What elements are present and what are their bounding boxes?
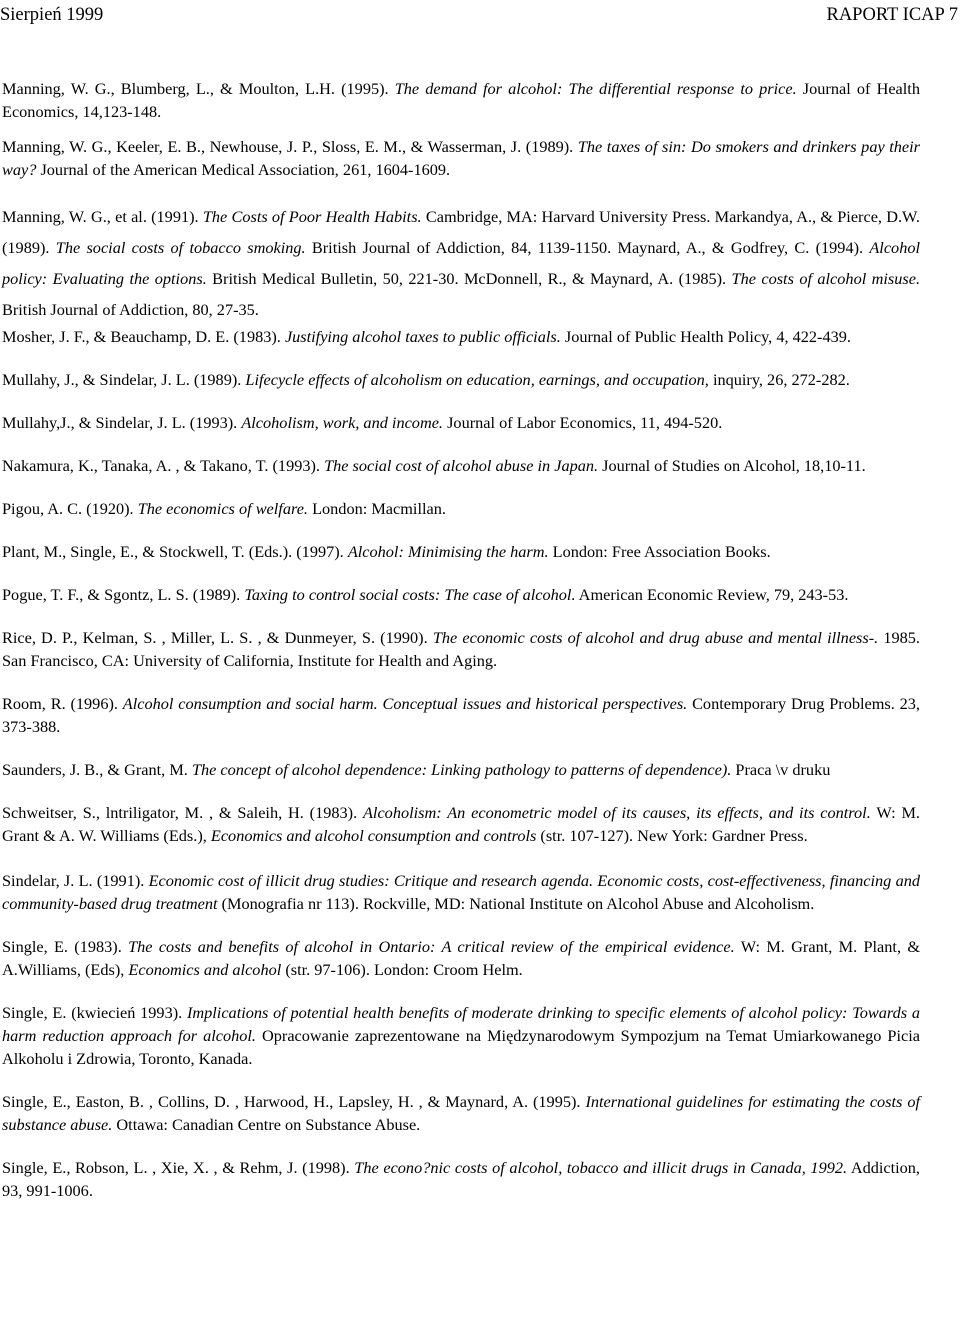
- reference-text: W: M. Grant, M. Plant, & A.Williams, (Eds),: [2, 937, 920, 979]
- reference-text: American Economic Review, 79, 243-53.: [575, 585, 849, 604]
- reference-text: Opracowanie zaprezentowane na Międzynarodowym Sympozjum na Temat Umiarkowanego Picia Alkoholu i Zdrowia, Toronto, Kanada.: [2, 1026, 920, 1068]
- reference-text: Cambridge, MA: Harvard University Press. Markandya, A., & Pierce, D.W. (1989).: [2, 207, 920, 257]
- reference-entry: [2, 935, 920, 981]
- reference-text: Room, R. (1996).: [2, 694, 123, 713]
- reference-title: The concept of alcohol dependence: Linking pathology to patterns of dependence).: [191, 760, 732, 779]
- reference-title: Economics and alcohol: [128, 960, 282, 979]
- reference-text: Journal of Health Economics, 14,123-148.: [2, 79, 920, 121]
- reference-text: Sindelar, J. L. (1991).: [2, 871, 149, 890]
- reference-title: Economics and alcohol consumption and controls: [210, 826, 537, 845]
- reference-entry: [2, 135, 920, 181]
- reference-list: [2, 77, 920, 1202]
- reference-text: W: M. Grant & A. W. Williams (Eds.),: [2, 803, 920, 845]
- reference-text: Contemporary Drug Problems. 23, 373-388.: [2, 694, 921, 736]
- reference-title: The social costs of tobacco smoking.: [55, 238, 306, 257]
- reference-text: (str. 97-106). London: Croom Helm.: [281, 960, 523, 979]
- reference-entry: [2, 758, 920, 781]
- reference-text: Addiction, 93, 991-1006.: [2, 1158, 921, 1200]
- reference-text: Pigou, A. C. (1920).: [2, 499, 138, 518]
- reference-entry: [2, 497, 920, 520]
- page-header: [0, 4, 958, 26]
- reference-text: Manning, W. G., et al. (1991).: [2, 207, 203, 226]
- reference-text: Plant, M., Single, E., & Stockwell, T. (Eds.). (1997).: [2, 542, 348, 561]
- reference-text: (Monografia nr 113). Rockville, MD: National Institute on Alcohol Abuse and Alcoholism.: [217, 894, 815, 913]
- reference-text: British Journal of Addiction, 84, 1139-1150. Maynard, A., & Godfrey, C. (1994).: [305, 238, 870, 257]
- reference-text: 1985. San Francisco, CA: University of California, Institute for Health and Aging.: [2, 628, 921, 670]
- header-report-title: RAPORT ICAP 7: [826, 5, 958, 25]
- reference-text: (str. 107-127). New York: Gardner Press.: [536, 826, 808, 845]
- reference-text: British Medical Bulletin, 50, 221-30. McDonnell, R., & Maynard, A. (1985).: [206, 269, 732, 288]
- reference-text: Pogue, T. F., & Sgontz, L. S. (1989).: [2, 585, 245, 604]
- reference-entry: [2, 540, 920, 563]
- reference-title: Alcoholism, work, and income.: [241, 413, 444, 432]
- reference-text: Journal of Studies on Alcohol, 18,10-11.: [598, 456, 866, 475]
- reference-entry: [2, 77, 920, 123]
- reference-entry: [2, 201, 920, 325]
- reference-text: Single, E. (kwiecień 1993).: [2, 1003, 187, 1022]
- reference-title: The economics of welfare.: [137, 499, 309, 518]
- reference-title: Alcohol: Minimising the harm.: [347, 542, 549, 561]
- reference-title: Alcohol consumption and social harm. Conceptual issues and historical perspectives.: [122, 694, 688, 713]
- reference-title: The costs and benefits of alcohol in Ontario: A critical review of the empirical evidence.: [128, 937, 735, 956]
- reference-title: The economic costs of alcohol and drug abuse and mental illness-.: [432, 628, 879, 647]
- reference-entry: [2, 801, 920, 847]
- reference-text: Schweitser, S., lntriligator, M. , & Saleih, H. (1983).: [2, 803, 363, 822]
- reference-title: Justifying alcohol taxes to public officials.: [284, 327, 561, 346]
- reference-text: Journal of Labor Economics, 11, 494-520.: [443, 413, 723, 432]
- reference-entry: [2, 692, 920, 738]
- reference-title: The demand for alcohol: The differential response to price.: [394, 79, 797, 98]
- reference-title: The social cost of alcohol abuse in Japan.: [324, 456, 599, 475]
- header-date: Sierpień 1999: [0, 5, 104, 25]
- reference-entry: [2, 454, 920, 477]
- reference-entry: [2, 1090, 920, 1136]
- reference-title: Implications of potential health benefits of moderate drinking to specific elements of alcohol policy: Towards a harm reduction approach for alcohol.: [2, 1003, 921, 1045]
- reference-text: Journal of Public Health Policy, 4, 422-439.: [560, 327, 851, 346]
- reference-entry: [2, 583, 920, 606]
- reference-text: inquiry, 26, 272-282.: [708, 370, 850, 389]
- reference-entry: [2, 1001, 920, 1070]
- reference-title: International guidelines for estimating the costs of substance abuse.: [2, 1092, 921, 1134]
- reference-entry: [2, 368, 920, 391]
- reference-entry: [2, 411, 920, 434]
- reference-title: The costs of alcohol misuse.: [731, 269, 921, 288]
- reference-entry: [2, 869, 920, 915]
- reference-title: The taxes of sin: Do smokers and drinkers pay their way?: [2, 137, 921, 179]
- reference-text: Mullahy, J., & Sindelar, J. L. (1989).: [2, 370, 246, 389]
- reference-title: Taxing to control social costs: The case of alcohol.: [244, 585, 576, 604]
- reference-entry: [2, 1156, 920, 1202]
- reference-text: London: Macmillan.: [308, 499, 446, 518]
- reference-text: Rice, D. P., Kelman, S. , Miller, L. S. , & Dunmeyer, S. (1990).: [2, 628, 433, 647]
- reference-entry: [2, 325, 920, 348]
- reference-title: The Costs of Poor Health Habits.: [202, 207, 422, 226]
- reference-text: Manning, W. G., Blumberg, L., & Moulton, L.H. (1995).: [2, 79, 395, 98]
- reference-entry: [2, 626, 920, 672]
- reference-title: Alcohol policy: Evaluating the options.: [2, 238, 920, 288]
- reference-text: Mullahy,J., & Sindelar, J. L. (1993).: [2, 413, 242, 432]
- reference-text: Praca \v druku: [731, 760, 831, 779]
- reference-text: Single, E. (1983).: [2, 937, 129, 956]
- reference-title: Alcoholism: An econometric model of its causes, its effects, and its control.: [362, 803, 871, 822]
- reference-text: British Journal of Addiction, 80, 27-35.: [2, 300, 259, 319]
- reference-text: Manning, W. G., Keeler, E. B., Newhouse, J. P., Sloss, E. M., & Wasserman, J. (1989).: [2, 137, 578, 156]
- reference-text: Ottawa: Canadian Centre on Substance Abuse.: [112, 1115, 421, 1134]
- reference-text: London: Free Association Books.: [548, 542, 771, 561]
- reference-text: Nakamura, K., Tanaka, A. , & Takano, T. (1993).: [2, 456, 325, 475]
- reference-text: Saunders, J. B., & Grant, M.: [2, 760, 192, 779]
- reference-title: Lifecycle effects of alcoholism on education, earnings, and occupation,: [245, 370, 709, 389]
- reference-text: Mosher, J. F., & Beauchamp, D. E. (1983).: [2, 327, 285, 346]
- reference-title: The econo?nic costs of alcohol, tobacco and illicit drugs in Canada, 1992.: [354, 1158, 848, 1177]
- reference-text: Single, E., Easton, B. , Collins, D. , Harwood, H., Lapsley, H. , & Maynard, A. (1995).: [2, 1092, 586, 1111]
- reference-title: Economic cost of illicit drug studies: Critique and research agenda. Economic costs, cost-effectiveness, financing and community-based drug treatment: [2, 871, 921, 913]
- reference-text: Journal of the American Medical Association, 261, 1604-1609.: [36, 160, 451, 179]
- reference-text: Single, E., Robson, L. , Xie, X. , & Rehm, J. (1998).: [2, 1158, 355, 1177]
